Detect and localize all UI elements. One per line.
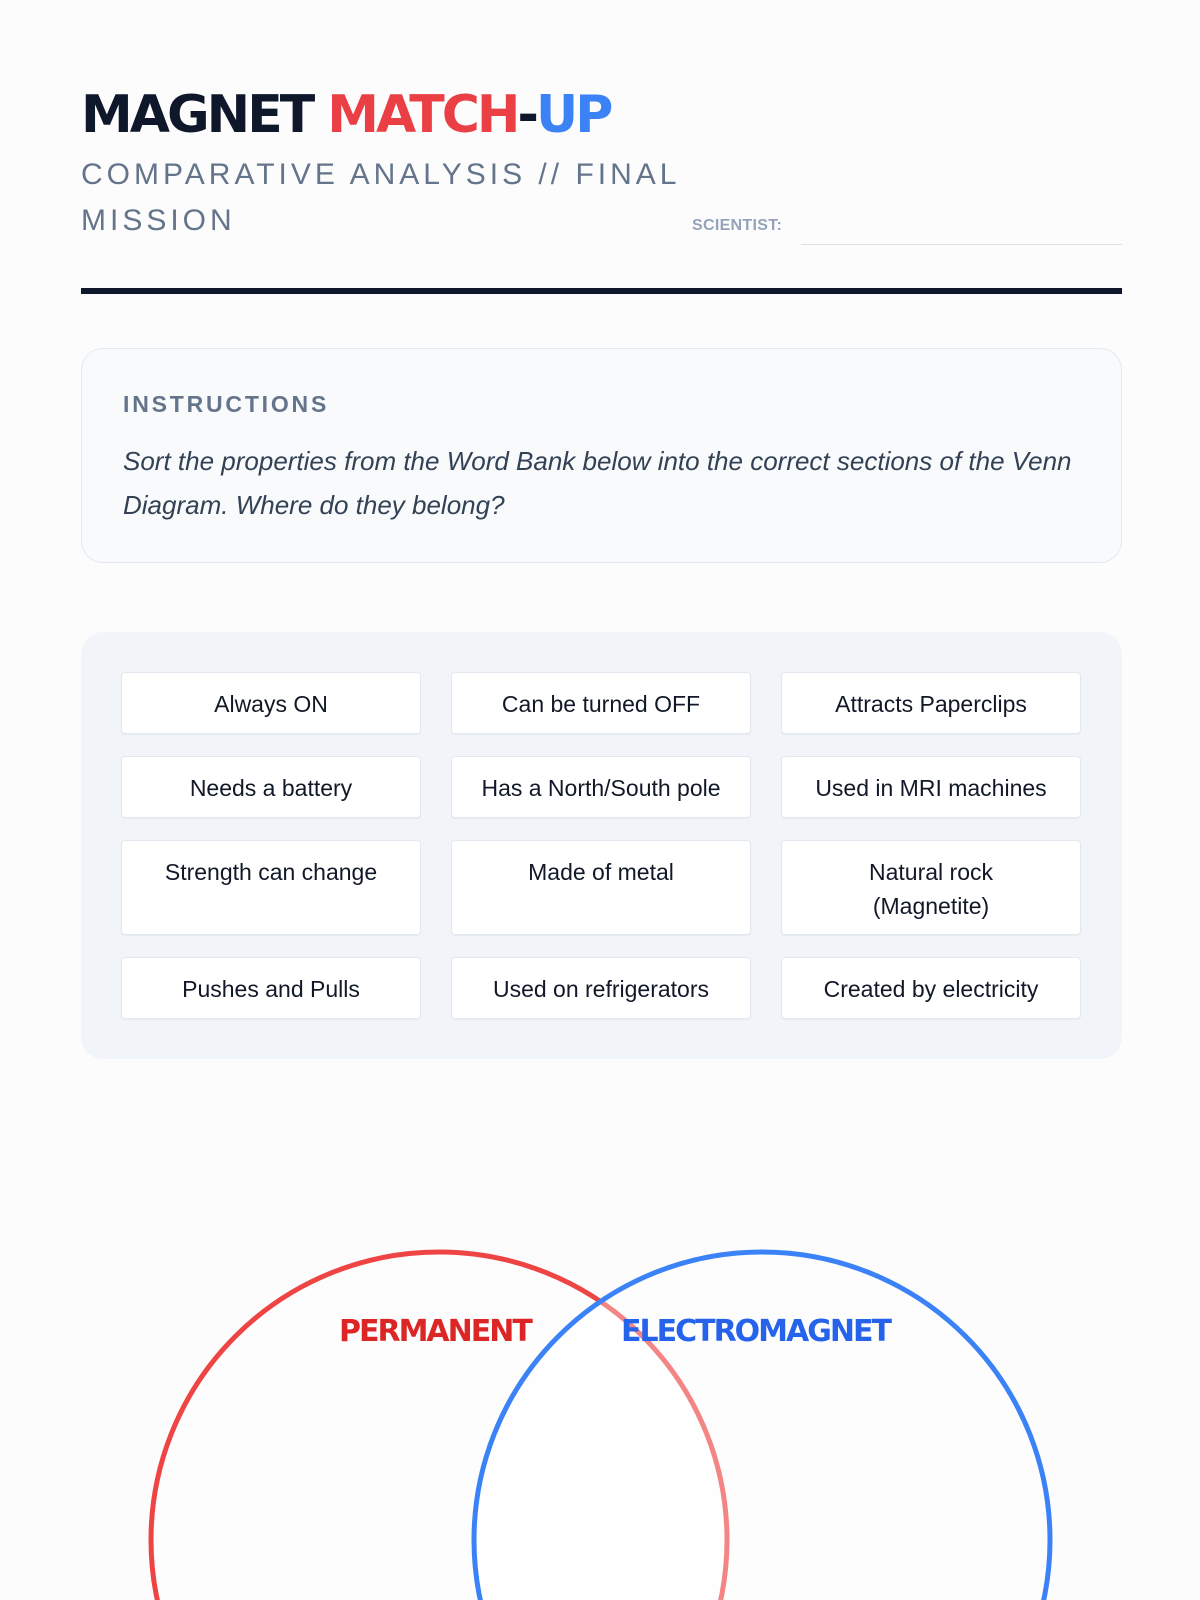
title-up: UP [536,85,611,145]
venn-label-electromagnet: ELECTROMAGNET [621,1314,890,1349]
word-card-mri-machines[interactable]: Used in MRI machines [781,756,1081,818]
instructions-text: Sort the properties from the Word Bank below into the correct sections of the Venn Diagram. Where do they belong? [123,446,1072,520]
word-card-created-by-electricity[interactable]: Created by electricity [781,957,1081,1019]
word-card-can-be-turned-off[interactable]: Can be turned OFF [451,672,751,734]
word-card-natural-rock[interactable]: Natural rock (Magnetite) [781,840,1081,935]
word-card-used-on-refrigerators[interactable]: Used on refrigerators [451,957,751,1019]
word-card-north-south-pole[interactable]: Has a North/South pole [451,756,751,818]
venn-circles [81,1200,1122,1600]
instructions-heading: INSTRUCTIONS [123,391,330,417]
word-card-always-on[interactable]: Always ON [121,672,421,734]
header-divider [81,288,1122,294]
worksheet-page [81,0,1122,1600]
page-subtitle: COMPARATIVE ANALYSIS // FINAL MISSION [81,158,680,237]
scientist-name-field[interactable] [801,210,1122,245]
instructions-panel [81,348,1122,563]
word-card-needs-a-battery[interactable]: Needs a battery [121,756,421,818]
venn-label-permanent: PERMANENT [339,1314,531,1349]
venn-diagram [81,1200,1122,1600]
word-card-attracts-paperclips[interactable]: Attracts Paperclips [781,672,1081,734]
page-title [81,80,610,150]
scientist-label: SCIENTIST: [692,217,783,234]
word-card-made-of-metal[interactable]: Made of metal [451,840,751,935]
word-card-pushes-and-pulls[interactable]: Pushes and Pulls [121,957,421,1019]
title-magnet: MAGNET [81,85,328,145]
title-match: MATCH [327,85,518,145]
title-hyphen: - [517,85,536,145]
word-bank [81,632,1122,1059]
word-card-strength-can-change[interactable]: Strength can change [121,840,421,935]
